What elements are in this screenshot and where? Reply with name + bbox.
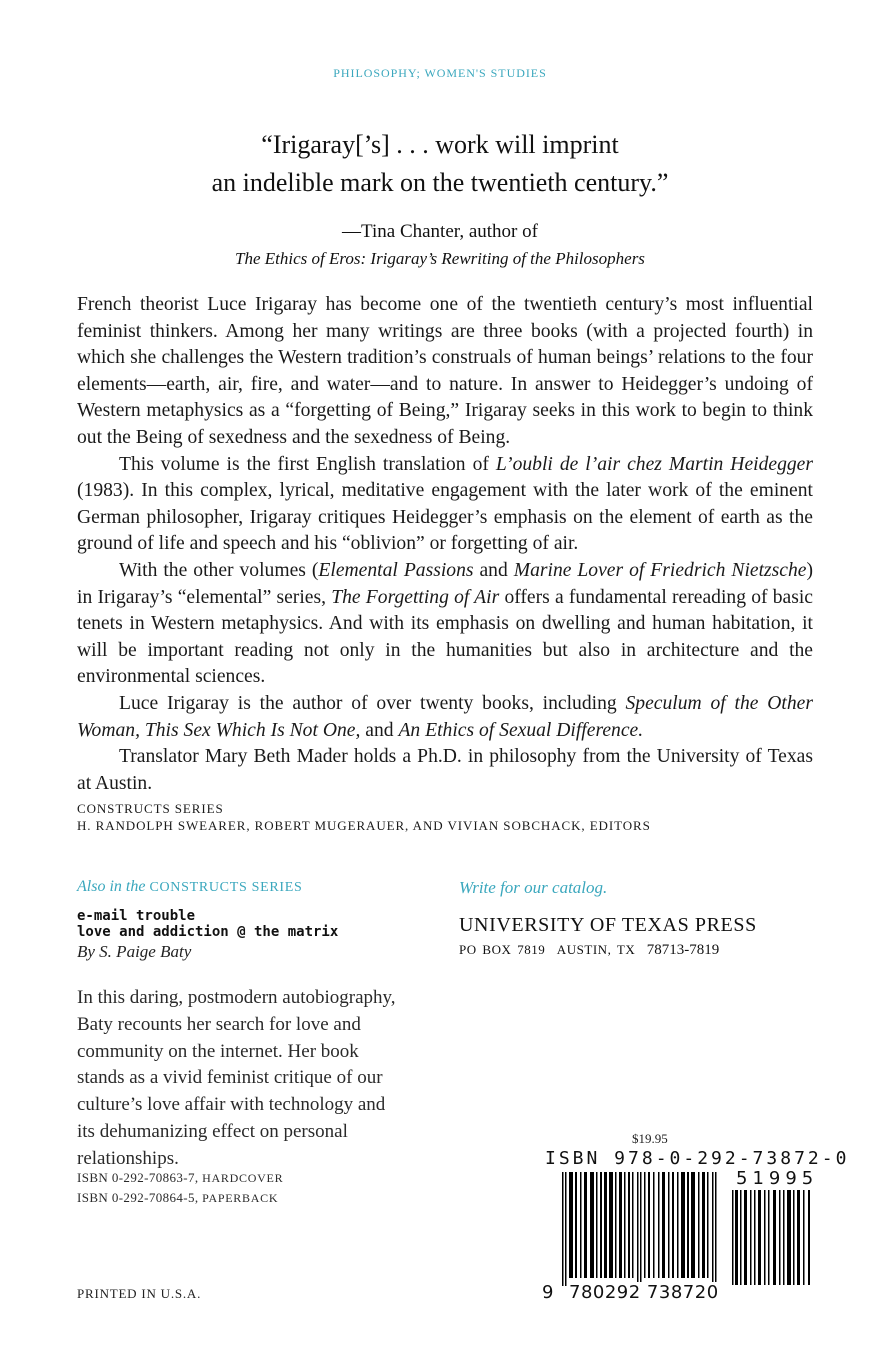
barcode-lead-digit: 9 [542,1282,554,1303]
book-description [77,292,813,797]
description-paragraph-5: Translator Mary Beth Mader holds a Ph.D. in philosophy from the University of Texas at Austin. [77,746,813,794]
description-paragraph-3 [77,558,813,691]
book-title-ethics-sexual-difference: An Ethics of Sexual Difference. [398,719,644,741]
text-run: and [473,559,514,581]
barcode-digits: 780292 738720 [569,1282,719,1303]
binding-type: HARDCOVER [202,1171,284,1185]
category-label: PHILOSOPHY; WOMEN'S STUDIES [333,66,547,80]
description-paragraph-4 [77,691,813,744]
attribution-book-title: The Ethics of Eros: Irigaray’s Rewriting of the Philosophers [235,249,645,268]
zip-code: 78713-7819 [646,942,720,958]
text-run: offers a fundamental rereading of basic tenets in Western metaphysics. And with its emphasis on dwelling and human habitation, it will be important reading not only in the humanities but also in architecture and the environmental sciences. [77,586,813,688]
related-title-line-1: e-mail trouble [77,908,196,924]
barcode-addon-digits: 51995 [736,1168,819,1189]
text-run: ) in Irigaray’s “elemental” series, [77,559,813,608]
book-title-forgetting-of-air: The Forgetting of Air [331,586,500,608]
text-run: This volume is the first English translation of [119,453,496,475]
publisher-address [459,942,719,959]
text-run: With the other volumes ( [119,559,319,581]
text-run: (1983). In this complex, lyrical, meditative engagement with the later work of the eminent German philosopher, Irigaray critiques Heidegger’s emphasis on the element of earth as the ground of life and speech and his “oblivion” or forgetting of air. [77,480,813,555]
isbn-number: ISBN 0-292-70864-5, [77,1190,203,1205]
text-run: Luce Irigaray is the author of over twenty books, including [119,692,626,714]
isbn-label: ISBN 978-0-292-73872-0 [545,1148,850,1169]
barcode-addon-icon [732,1190,812,1285]
isbn-hardcover [77,1168,283,1188]
binding-type: PAPERBACK [202,1191,279,1205]
isbn-paperback [77,1188,283,1208]
book-title-elemental-passions: Elemental Passions [318,559,474,581]
pullquote-line-2: an indelible mark on the twentieth century.” [211,168,669,197]
related-book-description: In this daring, postmodern autobiography, Baty recounts her search for love and community on the internet. Her book stands as a vivid feminist critique of our culture’s love affair with technology and its dehumanizing effect on personal relationships. [77,987,396,1169]
related-book-isbns [77,1168,283,1208]
catalog-heading: Write for our catalog. [459,878,608,897]
book-title-marine-lover: Marine Lover of Friedrich Nietzsche [513,559,807,581]
series-editors: H. RANDOLPH SWEARER, ROBERT MUGERAUER, AND VIVIAN SOBCHACK, EDITORS [77,818,651,833]
book-titles-speculum-this-sex: Speculum of the Other Woman, This Sex Which Is Not One, [77,692,813,741]
barcode-icon [562,1172,718,1286]
also-in-series-heading [77,878,303,896]
series-name: CONSTRUCTS SERIES [77,801,224,816]
description-paragraph-1: French theorist Luce Irigaray has become one of the twentieth century’s most influential feminist thinkers. Among her many writings are three books (with a projected fourth) in which she challenges the Western tradition’s construals of human beings’ relations to the four elements—earth, air, fire, and water—and to nature. In answer to Heidegger’s undoing of Western metaphysics as a “forgetting of Being,” Irigaray seeks in this work to begin to think out the Being of sexedness and the sexedness of Being. [77,294,813,448]
attribution-author: —Tina Chanter, author of [342,221,538,242]
related-book-title [77,908,338,940]
isbn-number: ISBN 0-292-70863-7, [77,1170,203,1185]
description-paragraph-2 [77,452,813,558]
heading-series-name: CONSTRUCTS SERIES [149,880,303,895]
original-title: L’oubli de l’air chez Martin Heidegger [495,453,813,475]
pullquote [0,126,880,202]
printed-in-label: PRINTED IN U.S.A. [77,1286,202,1301]
city-state: AUSTIN, TX [556,942,636,957]
related-book-author: By S. Paige Baty [77,942,192,961]
price-label: $19.95 [632,1131,668,1146]
related-title-line-2: love and addiction @ the matrix [77,924,339,940]
publisher-name: UNIVERSITY OF TEXAS PRESS [459,914,757,936]
po-box: PO BOX 7819 [459,942,546,957]
series-credits [77,800,817,834]
pullquote-line-1: “Irigaray[’s] . . . work will imprint [261,130,619,159]
text-run: and [360,719,399,741]
heading-italic: Also in the [77,878,150,895]
pullquote-attribution [0,218,880,272]
